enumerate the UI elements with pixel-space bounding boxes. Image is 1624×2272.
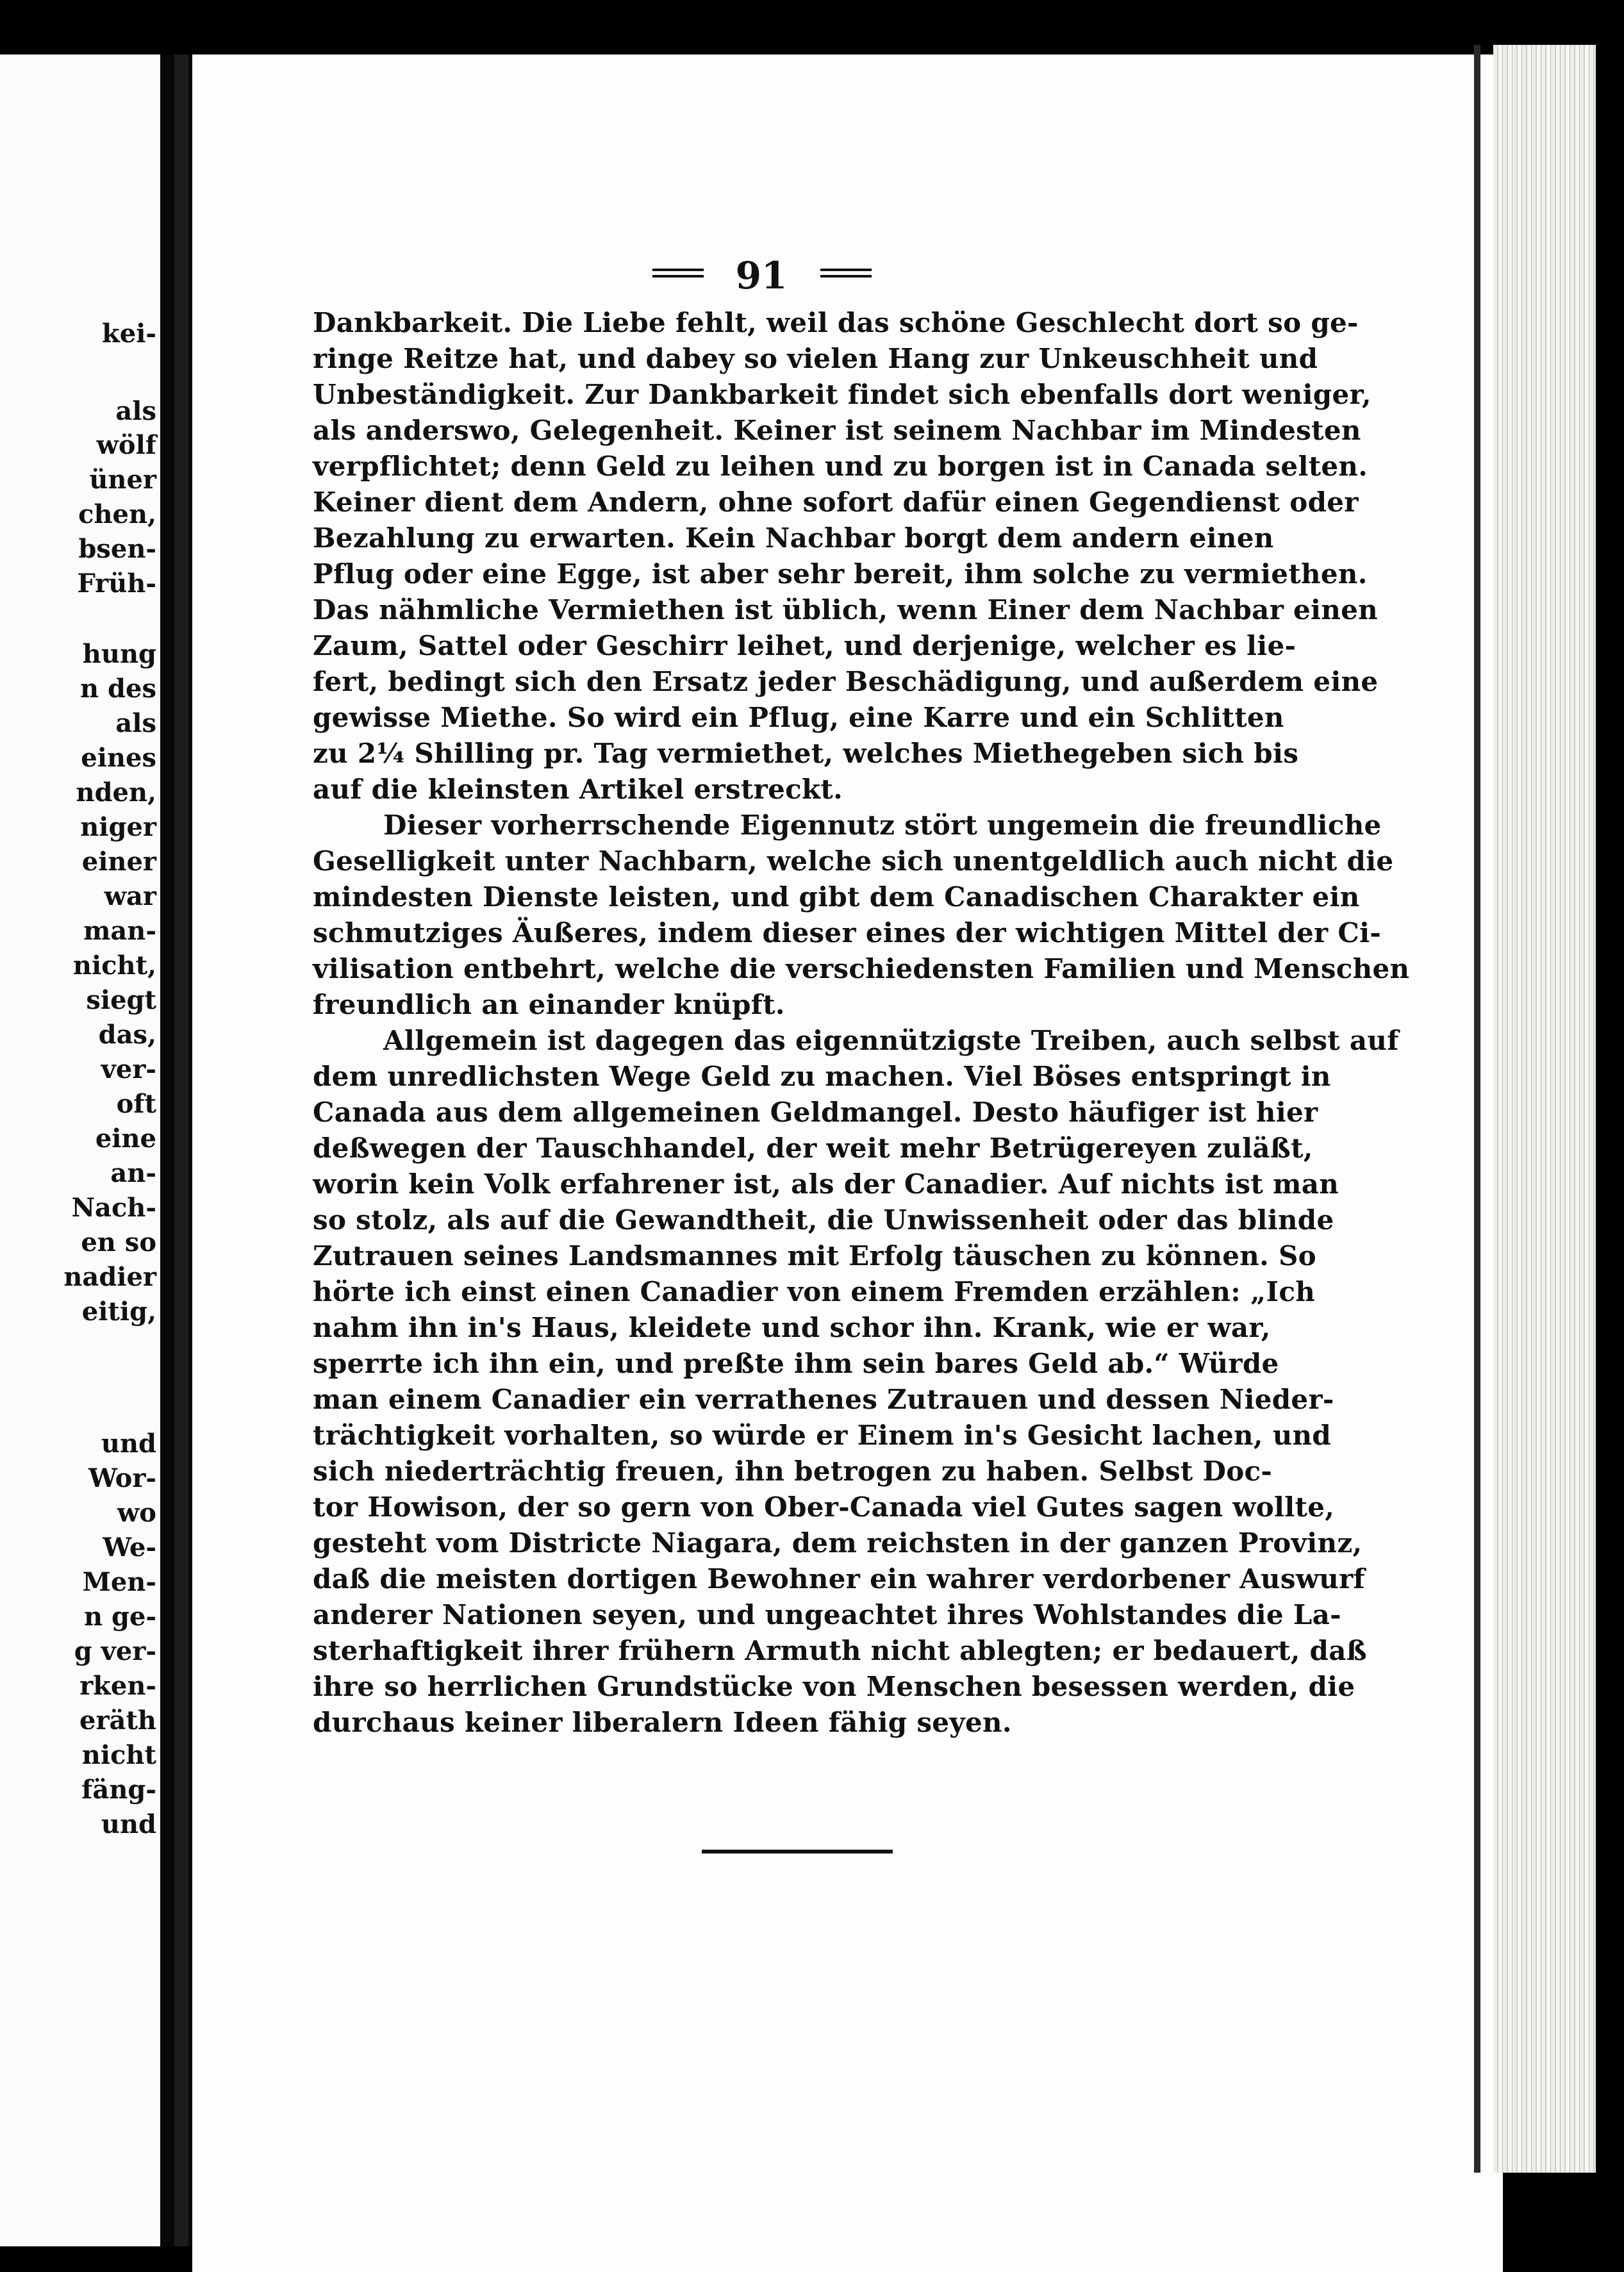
text-line: schmutziges Äußeres, indem dieser eines der wichtigen Mittel der Ci-: [313, 917, 1382, 949]
text-line: Keiner dient dem Andern, ohne sofort dafür einen Gegendienst oder: [313, 486, 1359, 518]
left-page-fragment: Früh-: [77, 568, 156, 599]
text-line: gewisse Miethe. So wird ein Pflug, eine Karre und ein Schlitten: [313, 702, 1284, 733]
left-page-fragment: ver-: [101, 1054, 156, 1084]
text-line: durchaus keiner liberalern Ideen fähig seyen.: [313, 1707, 1012, 1738]
page-edge-shadow: [1474, 45, 1480, 2173]
page-header: [652, 253, 870, 298]
text-line: tor Howison, der so gern von Ober-Canada viel Gutes sagen wollte,: [313, 1491, 1335, 1523]
text-line: nahm ihn in's Haus, kleidete und schor ihn. Krank, wie er war,: [313, 1312, 1271, 1343]
text-line: verpflichtet; denn Geld zu leihen und zu borgen ist in Canada selten.: [313, 451, 1368, 482]
left-page-fragment: und: [101, 1809, 156, 1839]
header-ornament-left: [652, 269, 704, 278]
text-line: trächtigkeit vorhalten, so würde er Einem in's Gesicht lachen, und: [313, 1420, 1332, 1451]
left-page-fragment: kei-: [102, 319, 156, 349]
left-page-fragment: wo: [117, 1498, 156, 1528]
text-line: so stolz, als auf die Gewandtheit, die Unwissenheit oder das blinde: [313, 1204, 1334, 1236]
left-page-fragment: fäng-: [81, 1775, 156, 1805]
text-line: Canada aus dem allgemeinen Geldmangel. Desto häufiger ist hier: [313, 1097, 1318, 1128]
left-page-fragment: Men-: [82, 1567, 156, 1597]
left-page-fragment: niger: [80, 812, 156, 842]
left-page-fragment: g ver-: [74, 1636, 156, 1666]
text-line: Unbeständigkeit. Zur Dankbarkeit findet sich ebenfalls dort weniger,: [313, 379, 1371, 410]
section-end-rule: [702, 1850, 893, 1853]
gutter-shadow: [174, 54, 188, 2246]
text-line: Allgemein ist dagegen das eigennützigste Treiben, auch selbst auf: [383, 1025, 1399, 1056]
left-page-fragment: wölf: [96, 430, 156, 460]
left-page-fragment: siegt: [86, 985, 156, 1015]
text-line: hörte ich einst einen Canadier von einem Fremden erzählen: „Ich: [313, 1276, 1316, 1307]
left-page-fragment: nicht,: [72, 950, 156, 981]
text-line: Pflug oder eine Egge, ist aber sehr bereit, ihm solche zu vermiethen.: [313, 558, 1368, 590]
text-line: Zutrauen seines Landsmannes mit Erfolg täuschen zu können. So: [313, 1240, 1316, 1272]
text-line: vilisation entbehrt, welche die verschiedensten Familien und Menschen: [313, 953, 1410, 984]
left-page-fragment: en so: [81, 1227, 156, 1257]
text-line: gesteht vom Districte Niagara, dem reichsten in der ganzen Provinz,: [313, 1527, 1363, 1559]
left-page-fragment: Nach-: [71, 1193, 156, 1223]
left-page-fragment: einer: [81, 847, 156, 877]
left-page-fragment: chen,: [78, 499, 156, 529]
text-line: ringe Reitze hat, und dabey so vielen Hang zur Unkeuschheit und: [313, 343, 1318, 374]
left-page-fragment: war: [104, 881, 156, 911]
left-page-fragment: das,: [98, 1020, 156, 1050]
left-page-fragment: n des: [80, 674, 156, 704]
text-line: fert, bedingt sich den Ersatz jeder Beschädigung, und außerdem eine: [313, 666, 1379, 697]
text-line: ihre so herrlichen Grundstücke von Menschen besessen werden, die: [313, 1671, 1355, 1702]
text-line: Dankbarkeit. Die Liebe fehlt, weil das schöne Geschlecht dort so ge-: [313, 307, 1359, 338]
text-line: zu 2¼ Shilling pr. Tag vermiethet, welches Miethegeben sich bis: [313, 738, 1299, 769]
left-page-fragment: n ge-: [83, 1602, 156, 1632]
text-line: dem unredlichsten Wege Geld zu machen. Viel Böses entspringt in: [313, 1061, 1331, 1092]
text-line: sterhaftigkeit ihrer frühern Armuth nicht ablegten; er bedauert, daß: [313, 1635, 1367, 1666]
left-page-fragment: Wor-: [88, 1463, 156, 1493]
left-page-fragment: bsen-: [78, 534, 156, 564]
text-line: mindesten Dienste leisten, und gibt dem Canadischen Charakter ein: [313, 881, 1360, 913]
left-facing-page: [0, 54, 160, 2246]
left-page-fragment: We-: [103, 1532, 156, 1563]
text-line: sperrte ich ihn ein, und preßte ihm sein bares Geld ab.“ Würde: [313, 1348, 1279, 1379]
left-page-fragment: als: [115, 396, 156, 426]
text-line: anderer Nationen seyen, und ungeachtet ihres Wohlstandes die La-: [313, 1599, 1341, 1630]
left-page-fragment: und: [101, 1429, 156, 1459]
left-page-fragment: nden,: [76, 777, 156, 808]
page-stack-edge: [1493, 45, 1602, 2173]
left-page-fragment: oft: [116, 1089, 156, 1119]
scan-border-right: [1596, 45, 1624, 2271]
header-ornament-right: [820, 269, 872, 278]
left-page-fragment: als: [115, 708, 156, 738]
left-page-fragment: eitig,: [81, 1297, 156, 1327]
left-page-fragment: nicht: [81, 1740, 156, 1770]
text-line: Das nähmliche Vermiethen ist üblich, wenn Einer dem Nachbar einen: [313, 594, 1379, 626]
left-page-fragment: eine: [95, 1124, 156, 1154]
text-line: Zaum, Sattel oder Geschirr leihet, und derjenige, welcher es lie-: [313, 630, 1297, 661]
left-page-fragment: rken-: [79, 1671, 156, 1701]
left-page-fragment: an-: [110, 1158, 156, 1188]
text-line: Bezahlung zu erwarten. Kein Nachbar borgt dem andern einen: [313, 522, 1274, 554]
left-page-fragment: üner: [89, 465, 156, 495]
text-line: man einem Canadier ein verrathenes Zutrauen und dessen Nieder-: [313, 1384, 1334, 1415]
text-line: auf die kleinsten Artikel erstreckt.: [313, 774, 843, 805]
left-page-fragment: nadier: [63, 1262, 156, 1292]
left-page-fragment: eräth: [79, 1705, 156, 1736]
left-page-fragment: man-: [83, 916, 156, 946]
left-page-fragment: eines: [81, 743, 156, 773]
text-line: als anderswo, Gelegenheit. Keiner ist seinem Nachbar im Mindesten: [313, 415, 1361, 446]
left-page-fragment: hung: [82, 639, 156, 669]
page-number: 91: [735, 254, 788, 297]
text-line: sich niederträchtig freuen, ihn betrogen zu haben. Selbst Doc-: [313, 1455, 1273, 1487]
text-line: Geselligkeit unter Nachbarn, welche sich unentgeldlich auch nicht die: [313, 845, 1394, 877]
text-line: freundlich an einander knüpft.: [313, 989, 785, 1020]
text-line: daß die meisten dortigen Bewohner ein wahrer verdorbener Auswurf: [313, 1563, 1365, 1595]
text-line: deßwegen der Tauschhandel, der weit mehr Betrügereyen zuläßt,: [313, 1132, 1313, 1164]
text-line: Dieser vorherrschende Eigennutz stört ungemein die freundliche: [383, 809, 1382, 841]
text-line: worin kein Volk erfahrener ist, als der Canadier. Auf nichts ist man: [313, 1168, 1339, 1200]
